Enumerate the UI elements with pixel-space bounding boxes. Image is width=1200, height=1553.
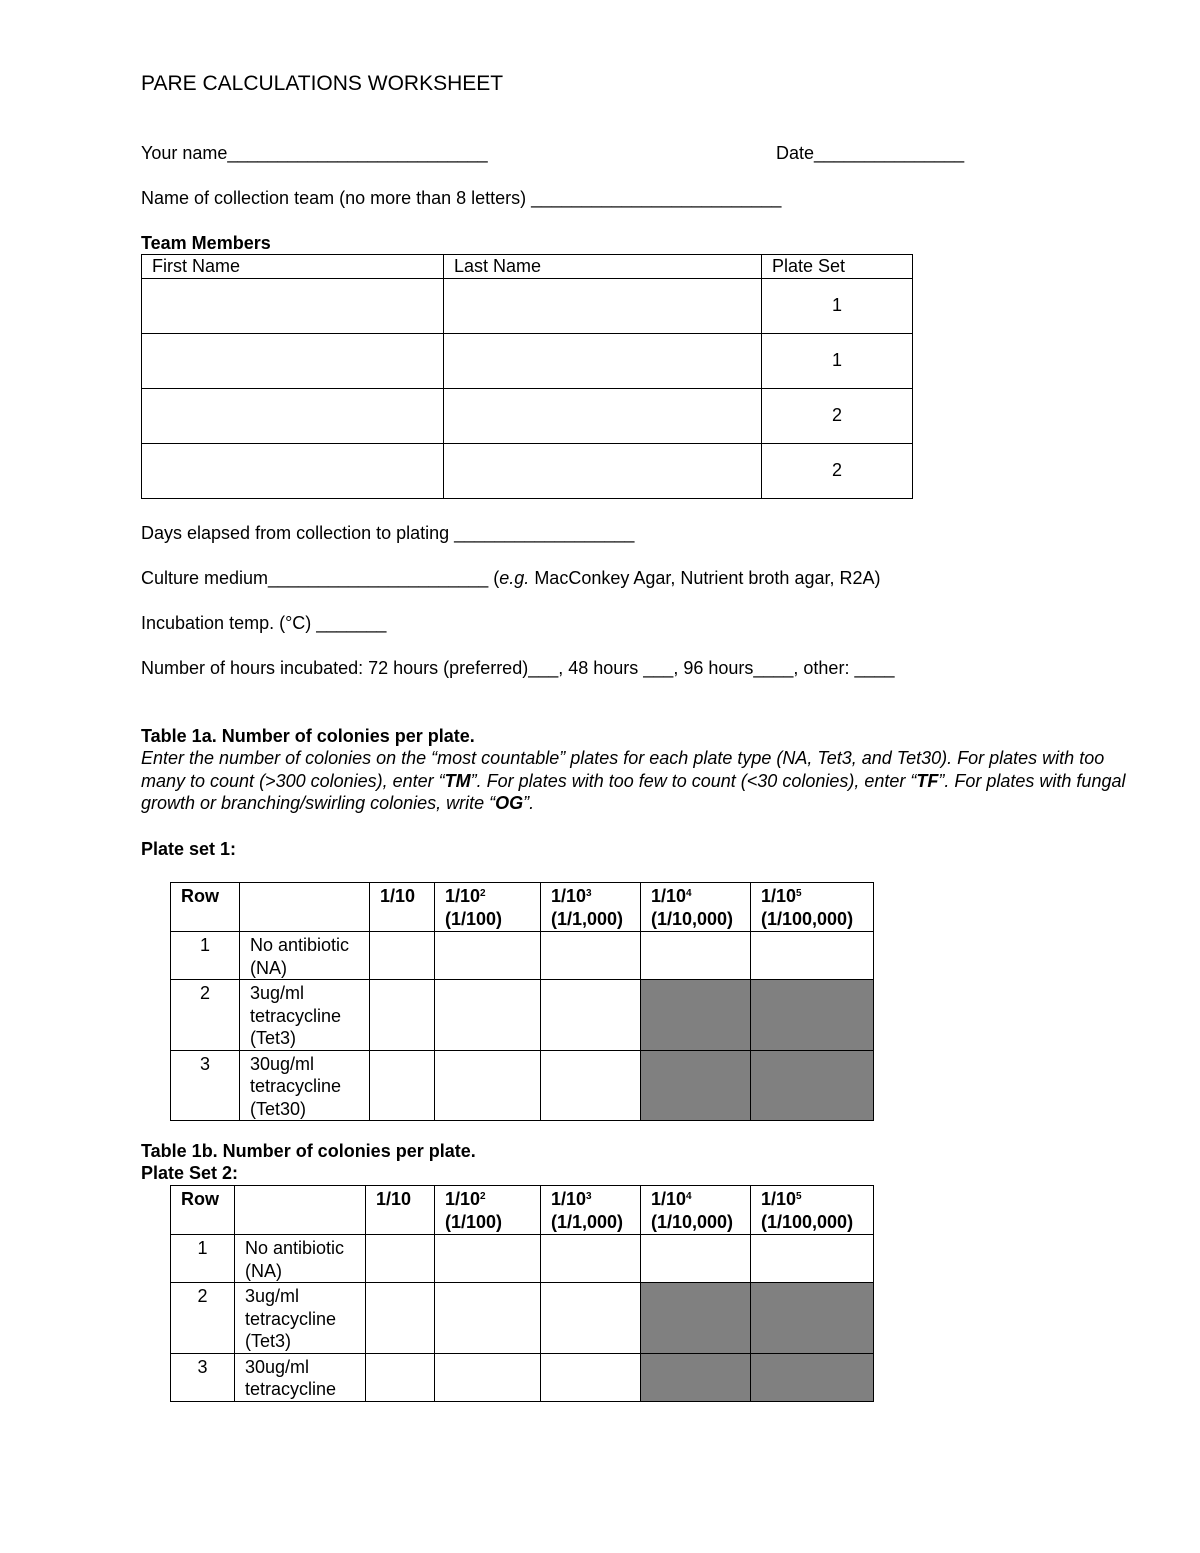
plate-set-cell: 2	[762, 388, 913, 443]
date-field[interactable]: Date_______________	[776, 143, 965, 163]
culture-medium-examples: MacConkey Agar, Nutrient broth agar, R2A)	[529, 568, 881, 588]
count-cell[interactable]	[541, 1353, 641, 1401]
row-number: 2	[171, 1283, 235, 1354]
hours-incubated-field[interactable]: Number of hours incubated: 72 hours (preferred)___, 48 hours ___, 96 hours____, other: ____	[141, 658, 895, 678]
column-header-dilution-3: $1/10^3$ (1/1,000)	[541, 883, 641, 932]
count-cell[interactable]	[366, 1283, 435, 1354]
column-header-dilution-4: $1/10^4$ (1/10,000)	[641, 1186, 751, 1235]
last-name-cell[interactable]	[444, 333, 762, 388]
plate-set-2-heading: Plate Set 2:	[141, 1163, 239, 1183]
row-number: 1	[171, 932, 240, 980]
plate-set-1-table	[170, 882, 874, 1121]
instructions-text: Enter the number of colonies on the “most countable” plates for each plate type (NA, Tet3, and Tet30). For plates with too many to count (>300 colonies), enter “	[141, 748, 1105, 791]
row-label: 30ug/ml tetracycline (Tet30)	[240, 1050, 370, 1121]
count-cell[interactable]	[541, 1235, 641, 1283]
row-label: 3ug/ml tetracycline (Tet3)	[240, 980, 370, 1051]
table-1b-heading: Table 1b. Number of colonies per plate.	[141, 1141, 476, 1161]
last-name-cell[interactable]	[444, 443, 762, 498]
shaded-cell	[751, 1283, 874, 1354]
count-cell[interactable]	[435, 1050, 541, 1121]
team-members-heading: Team Members	[141, 233, 271, 253]
plate-set-cell: 2	[762, 443, 913, 498]
instructions-text: ”.	[523, 793, 535, 813]
count-cell[interactable]	[370, 1050, 435, 1121]
shaded-cell	[641, 1353, 751, 1401]
table-row	[142, 333, 913, 388]
shaded-cell	[751, 1050, 874, 1121]
row-label: No antibiotic (NA)	[240, 932, 370, 980]
og-code: OG	[495, 793, 524, 813]
eg-text: e.g.	[499, 568, 530, 588]
row-number: 1	[171, 1235, 235, 1283]
column-header-blank	[235, 1186, 366, 1235]
column-header-last-name: Last Name	[444, 255, 762, 279]
table-row	[171, 1235, 874, 1283]
table-row	[142, 443, 913, 498]
count-cell[interactable]	[435, 980, 541, 1051]
shaded-cell	[641, 1050, 751, 1121]
shaded-cell	[641, 1283, 751, 1354]
column-header-dilution-1: 1/10	[366, 1186, 435, 1235]
column-header-row: Row	[171, 1186, 235, 1235]
row-number: 2	[171, 980, 240, 1051]
row-number: 3	[171, 1050, 240, 1121]
count-cell[interactable]	[751, 932, 874, 980]
last-name-cell[interactable]	[444, 278, 762, 333]
instructions-text: ”. For plates with too few to count (<30 colonies), enter “	[470, 770, 917, 791]
days-elapsed-field[interactable]: Days elapsed from collection to plating __________________	[141, 523, 635, 543]
column-header-dilution-3: $1/10^3$ (1/1,000)	[541, 1186, 641, 1235]
count-cell[interactable]	[541, 980, 641, 1051]
count-cell[interactable]	[541, 1283, 641, 1354]
count-cell[interactable]	[435, 932, 541, 980]
column-header-dilution-2: $1/10^2$ (1/100)	[435, 1186, 541, 1235]
shaded-cell	[751, 1353, 874, 1401]
column-header-dilution-5: $1/10^5$ (1/100,000)	[751, 1186, 874, 1235]
first-name-cell[interactable]	[142, 388, 444, 443]
count-cell[interactable]	[751, 1235, 874, 1283]
count-cell[interactable]	[366, 1353, 435, 1401]
count-cell[interactable]	[370, 980, 435, 1051]
table-row	[171, 980, 874, 1051]
column-header-dilution-1: 1/10	[370, 883, 435, 932]
team-name-field[interactable]: Name of collection team (no more than 8 letters) _________________________	[141, 188, 782, 208]
instructions-text: ”. For plates with fungal growth or branching/swirling colonies, write “	[141, 770, 1126, 813]
count-cell[interactable]	[435, 1353, 541, 1401]
plate-set-cell: 1	[762, 333, 913, 388]
first-name-cell[interactable]	[142, 333, 444, 388]
table-1a-heading: Table 1a. Number of colonies per plate.	[141, 726, 475, 746]
count-cell[interactable]	[435, 1235, 541, 1283]
count-cell[interactable]	[541, 1050, 641, 1121]
your-name-field[interactable]: Your name__________________________	[141, 143, 488, 163]
plate-set-cell: 1	[762, 278, 913, 333]
column-header-blank	[240, 883, 370, 932]
column-header-first-name: First Name	[142, 255, 444, 279]
row-label: 30ug/ml tetracycline	[235, 1353, 366, 1401]
first-name-cell[interactable]	[142, 443, 444, 498]
row-label: No antibiotic (NA)	[235, 1235, 366, 1283]
column-header-dilution-4: $1/10^4$ (1/10,000)	[641, 883, 751, 932]
table-row	[171, 1050, 874, 1121]
team-members-table	[141, 254, 913, 499]
last-name-cell[interactable]	[444, 388, 762, 443]
instructions-paragraph	[141, 747, 1151, 815]
column-header-row: Row	[171, 883, 240, 932]
shaded-cell	[751, 980, 874, 1051]
shaded-cell	[641, 980, 751, 1051]
culture-medium-label: Culture medium______________________ (	[141, 568, 500, 588]
column-header-dilution-5: $1/10^5$ (1/100,000)	[751, 883, 874, 932]
column-header-plate-set: Plate Set	[762, 255, 913, 279]
table-row	[171, 1353, 874, 1401]
plate-set-1-heading: Plate set 1:	[141, 839, 237, 859]
count-cell[interactable]	[641, 932, 751, 980]
count-cell[interactable]	[641, 1235, 751, 1283]
count-cell[interactable]	[370, 932, 435, 980]
row-number: 3	[171, 1353, 235, 1401]
table-row	[142, 388, 913, 443]
count-cell[interactable]	[366, 1235, 435, 1283]
column-header-dilution-2: $1/10^2$ (1/100)	[435, 883, 541, 932]
table-row	[142, 278, 913, 333]
first-name-cell[interactable]	[142, 278, 444, 333]
count-cell[interactable]	[435, 1283, 541, 1354]
culture-medium-field[interactable]	[141, 567, 881, 589]
plate-set-2-table	[170, 1185, 874, 1402]
table-row	[171, 932, 874, 980]
row-label: 3ug/ml tetracycline (Tet3)	[235, 1283, 366, 1354]
incubation-temp-field[interactable]: Incubation temp. (°C) _______	[141, 613, 387, 633]
table-row	[171, 1283, 874, 1354]
tf-code: TF	[916, 770, 939, 791]
count-cell[interactable]	[541, 932, 641, 980]
tm-code: TM	[444, 770, 471, 791]
page-title: PARE CALCULATIONS WORKSHEET	[141, 72, 504, 95]
